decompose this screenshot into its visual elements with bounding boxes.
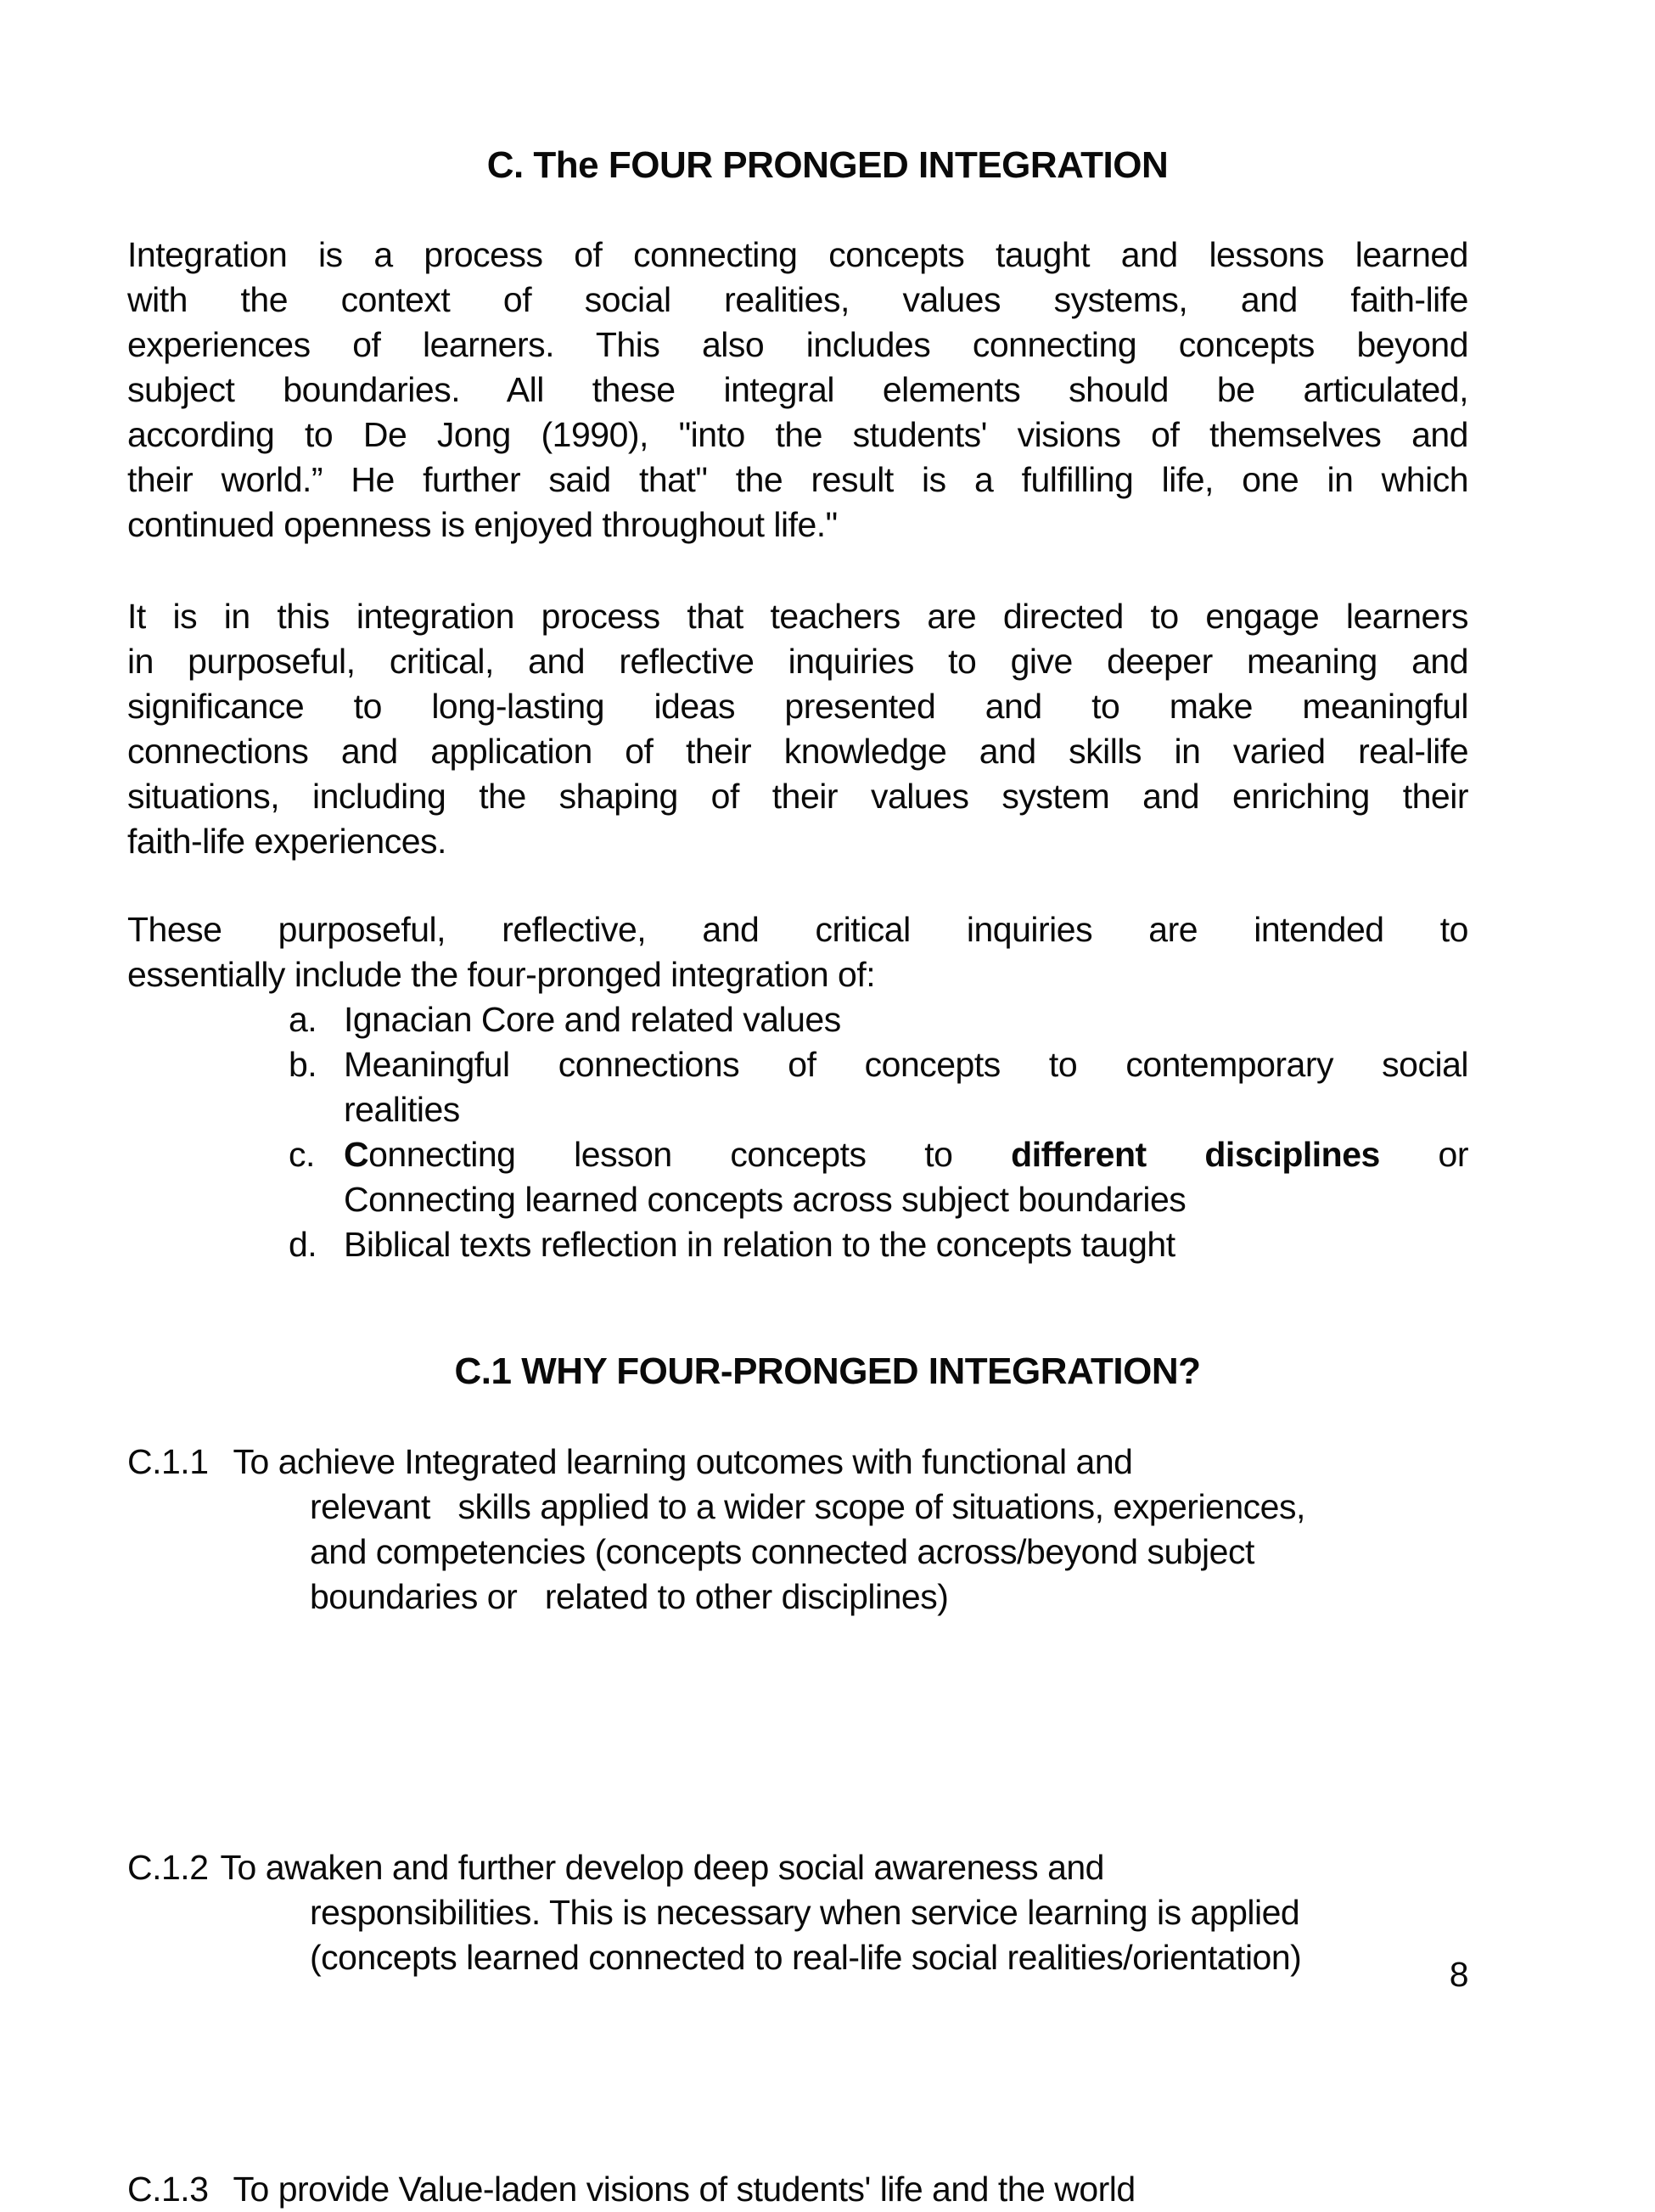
list-marker: b. <box>289 1045 317 1084</box>
text-segment: To achieve Integrated learning outcomes with functional and <box>233 1442 1133 1481</box>
text-line <box>127 1440 1468 1485</box>
paragraph-integration <box>127 233 1468 547</box>
list-item-text <box>344 1132 1468 1177</box>
text-line: experiences of learners. This also includes connecting concepts beyond <box>127 325 1468 364</box>
text-line: significance to long-lasting ideas presented and to make meaningful <box>127 687 1468 726</box>
page-number: 8 <box>1449 1955 1468 1994</box>
text-line: continued openness is enjoyed throughout life." <box>127 505 838 544</box>
list-item-text: Connecting learned concepts across subject boundaries <box>344 1180 1187 1219</box>
list-item-d <box>127 1222 1468 1267</box>
list-item-text: realities <box>344 1090 460 1129</box>
list-item-c <box>127 1132 1468 1222</box>
item-label: C.1.3 <box>127 2170 209 2209</box>
text-segment: To awaken and further develop deep social awareness and <box>220 1848 1104 1887</box>
text-segment: To provide Value-laden visions of students' life and the world <box>233 2170 1136 2209</box>
list-marker: d. <box>289 1225 317 1264</box>
section-heading: C.1 WHY FOUR-PRONGED INTEGRATION? <box>454 1350 1201 1392</box>
text-line: responsibilities. This is necessary when service learning is applied <box>310 1893 1300 1932</box>
text-line <box>127 2167 1468 2212</box>
text-line: their world.” He further said that" the result is a fulfilling life, one in which <box>127 460 1468 499</box>
list-item-b <box>127 1042 1468 1132</box>
text-line: subject boundaries. All these integral elements should be articulated, <box>127 370 1468 409</box>
bold-initial: C <box>344 1135 369 1174</box>
text-line: essentially include the four-pronged integration of: <box>127 955 876 994</box>
list-marker: c. <box>289 1135 315 1174</box>
list-item-text: Meaningful connections of concepts to contemporary social <box>344 1045 1468 1084</box>
item-label: C.1.1 <box>127 1442 209 1481</box>
text-segment: onnecting lesson concepts to <box>368 1135 1012 1174</box>
bold-phrase: different disciplines <box>1011 1135 1380 1174</box>
list-item-text: Biblical texts reflection in relation to the concepts taught <box>344 1225 1175 1264</box>
text-line: These purposeful, reflective, and critical inquiries are intended to <box>127 910 1468 949</box>
text-line: with the context of social realities, values systems, and faith-life <box>127 280 1468 319</box>
text-line: It is in this integration process that teachers are directed to engage learners <box>127 597 1468 636</box>
text-line: in purposeful, critical, and reflective inquiries to give deeper meaning and <box>127 642 1468 681</box>
list-item-text: Ignacian Core and related values <box>344 1000 841 1039</box>
text-line: boundaries or related to other disciplines) <box>310 1577 949 1616</box>
section-c13 <box>127 2167 1468 2212</box>
item-label: C.1.2 <box>127 1848 209 1887</box>
text-line: Integration is a process of connecting concepts taught and lessons learned <box>127 235 1468 274</box>
list-marker: a. <box>289 1000 317 1039</box>
text-line: connections and application of their knowledge and skills in varied real-life <box>127 732 1468 771</box>
text-line: relevant skills applied to a wider scope of situations, experiences, <box>310 1487 1305 1526</box>
text-line: situations, including the shaping of their values system and enriching their <box>127 777 1468 816</box>
section-c11 <box>127 1440 1468 1620</box>
paragraph-inquiries <box>127 594 1468 864</box>
document-title: C. The FOUR PRONGED INTEGRATION <box>486 144 1169 186</box>
text-segment: or <box>1379 1135 1468 1174</box>
text-line: faith-life experiences. <box>127 822 446 861</box>
paragraph-four-pronged-list <box>127 907 1468 1267</box>
text-line: (concepts learned connected to real-life social realities/orientation) <box>310 1938 1302 1977</box>
text-line: and competencies (concepts connected across/beyond subject <box>310 1532 1254 1571</box>
text-line <box>127 1845 1468 1890</box>
list-item-a <box>127 997 1468 1042</box>
text-line: according to De Jong (1990), "into the students' visions of themselves and <box>127 415 1468 454</box>
